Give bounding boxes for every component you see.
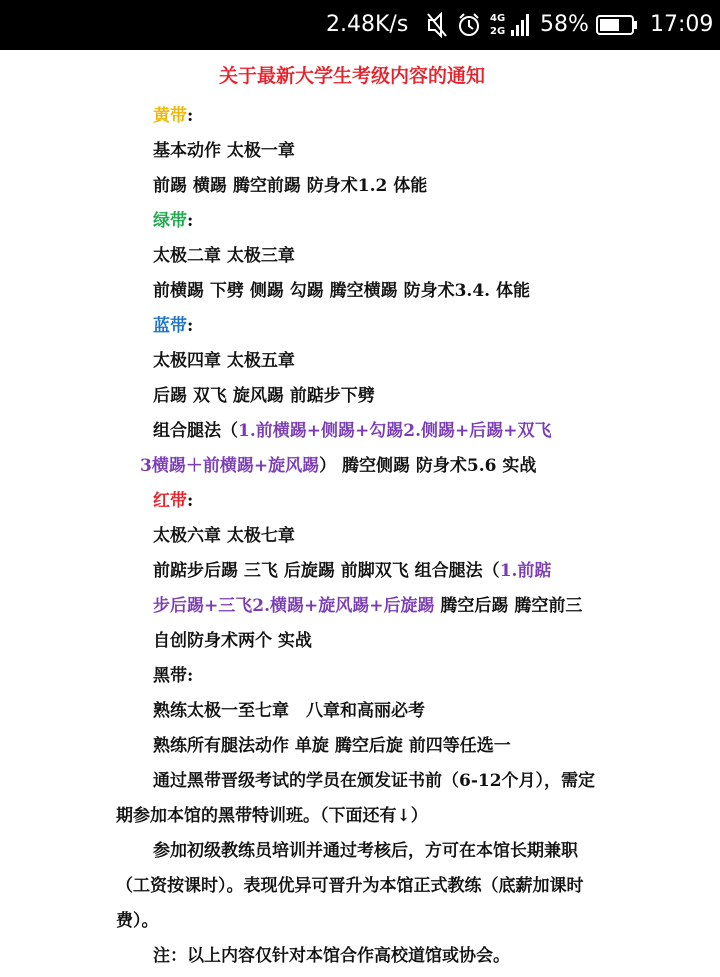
black-belt-label: 黑带 [153,666,187,686]
combo-kick-label: 组合腿法（ [153,421,238,441]
yellow-belt-heading [153,104,193,128]
battery-icon [595,0,639,50]
page-title: 关于最新大学生考级内容的通知 [219,65,486,87]
heading-colon: : [187,211,194,231]
net-2g-label: 2G [490,26,506,37]
green-belt-line-2: 前横踢 下劈 侧踢 勾踢 腾空横踢 防身术3.4. 体能 [153,281,531,301]
paragraph-2-line-3: 费）。 [116,911,159,931]
black-belt-heading [153,664,193,688]
red-belt-line-3 [153,594,582,618]
paragraph-1-line-2: 期参加本馆的黑带特训班。（下面还有↓） [116,806,428,826]
red-belt-extra: 腾空后踢 腾空前三 [434,596,583,616]
green-belt-line-1: 太极二章 太极三章 [153,246,295,266]
status-bar [0,0,720,50]
red-combo-detail: 1.前踮 [499,561,552,581]
yellow-belt-line-2: 前踢 横踢 腾空前踢 防身术1.2 体能 [153,176,428,196]
black-belt-line-1: 熟练太极一至七章 八章和高丽必考 [153,701,425,721]
paragraph-2-line-2: （工资按课时）。表现优异可晋升为本馆正式教练（底薪加课时 [116,876,584,896]
paragraph-2-line-1: 参加初级教练员培训并通过考核后，方可在本馆长期兼职 [153,841,578,861]
signal-icon [490,0,530,50]
blue-belt-label: 蓝带 [153,316,187,336]
red-belt-label: 红带 [153,491,187,511]
red-belt-line-1: 太极六章 太极七章 [153,526,295,546]
red-belt-line-4: 自创防身术两个 实战 [153,631,312,651]
green-belt-label: 绿带 [153,211,187,231]
blue-belt-line-2: 后踢 双飞 旋风踢 前踮步下劈 [153,386,375,406]
combo-kick-detail-cont: 3横踢＋前横踢+旋风踢 [140,456,320,476]
combo-kick-detail: 1.前横踢+侧踢+勾踢2.侧踢+后踢+双飞 [238,421,552,441]
red-belt-kicks: 前踮步后踢 三飞 后旋踢 前脚双飞 组合腿法（ [153,561,500,581]
blue-belt-extra: ） 腾空侧踢 防身术5.6 实战 [319,456,537,476]
blue-belt-heading [153,314,193,338]
green-belt-heading [153,209,193,233]
red-combo-detail-cont: 步后踢+三飞2.横踢+旋风踢+后旋踢 [153,596,435,616]
heading-colon: : [187,491,194,511]
red-belt-line-2 [153,559,551,583]
clock-time: 17:09 [650,12,714,37]
blue-belt-line-4 [140,454,536,478]
mute-icon [426,0,450,50]
red-belt-heading [153,489,193,513]
alarm-icon [457,0,481,50]
paragraph-1-line-1: 通过黑带晋级考试的学员在颁发证书前（6-12个月），需定 [153,771,596,791]
network-speed: 2.48K/s [326,12,409,37]
net-4g-label: 4G [490,13,506,24]
heading-colon: : [187,666,194,686]
heading-colon: : [187,316,194,336]
note-line: 注：以上内容仅针对本馆合作高校道馆或协会。 [153,946,510,966]
blue-belt-line-3 [153,419,551,443]
heading-colon: : [187,106,194,126]
yellow-belt-line-1: 基本动作 太极一章 [153,141,295,161]
black-belt-line-2: 熟练所有腿法动作 单旋 腾空后旋 前四等任选一 [153,736,511,756]
battery-percent: 58% [540,12,589,37]
yellow-belt-label: 黄带 [153,106,187,126]
blue-belt-line-1: 太极四章 太极五章 [153,351,295,371]
